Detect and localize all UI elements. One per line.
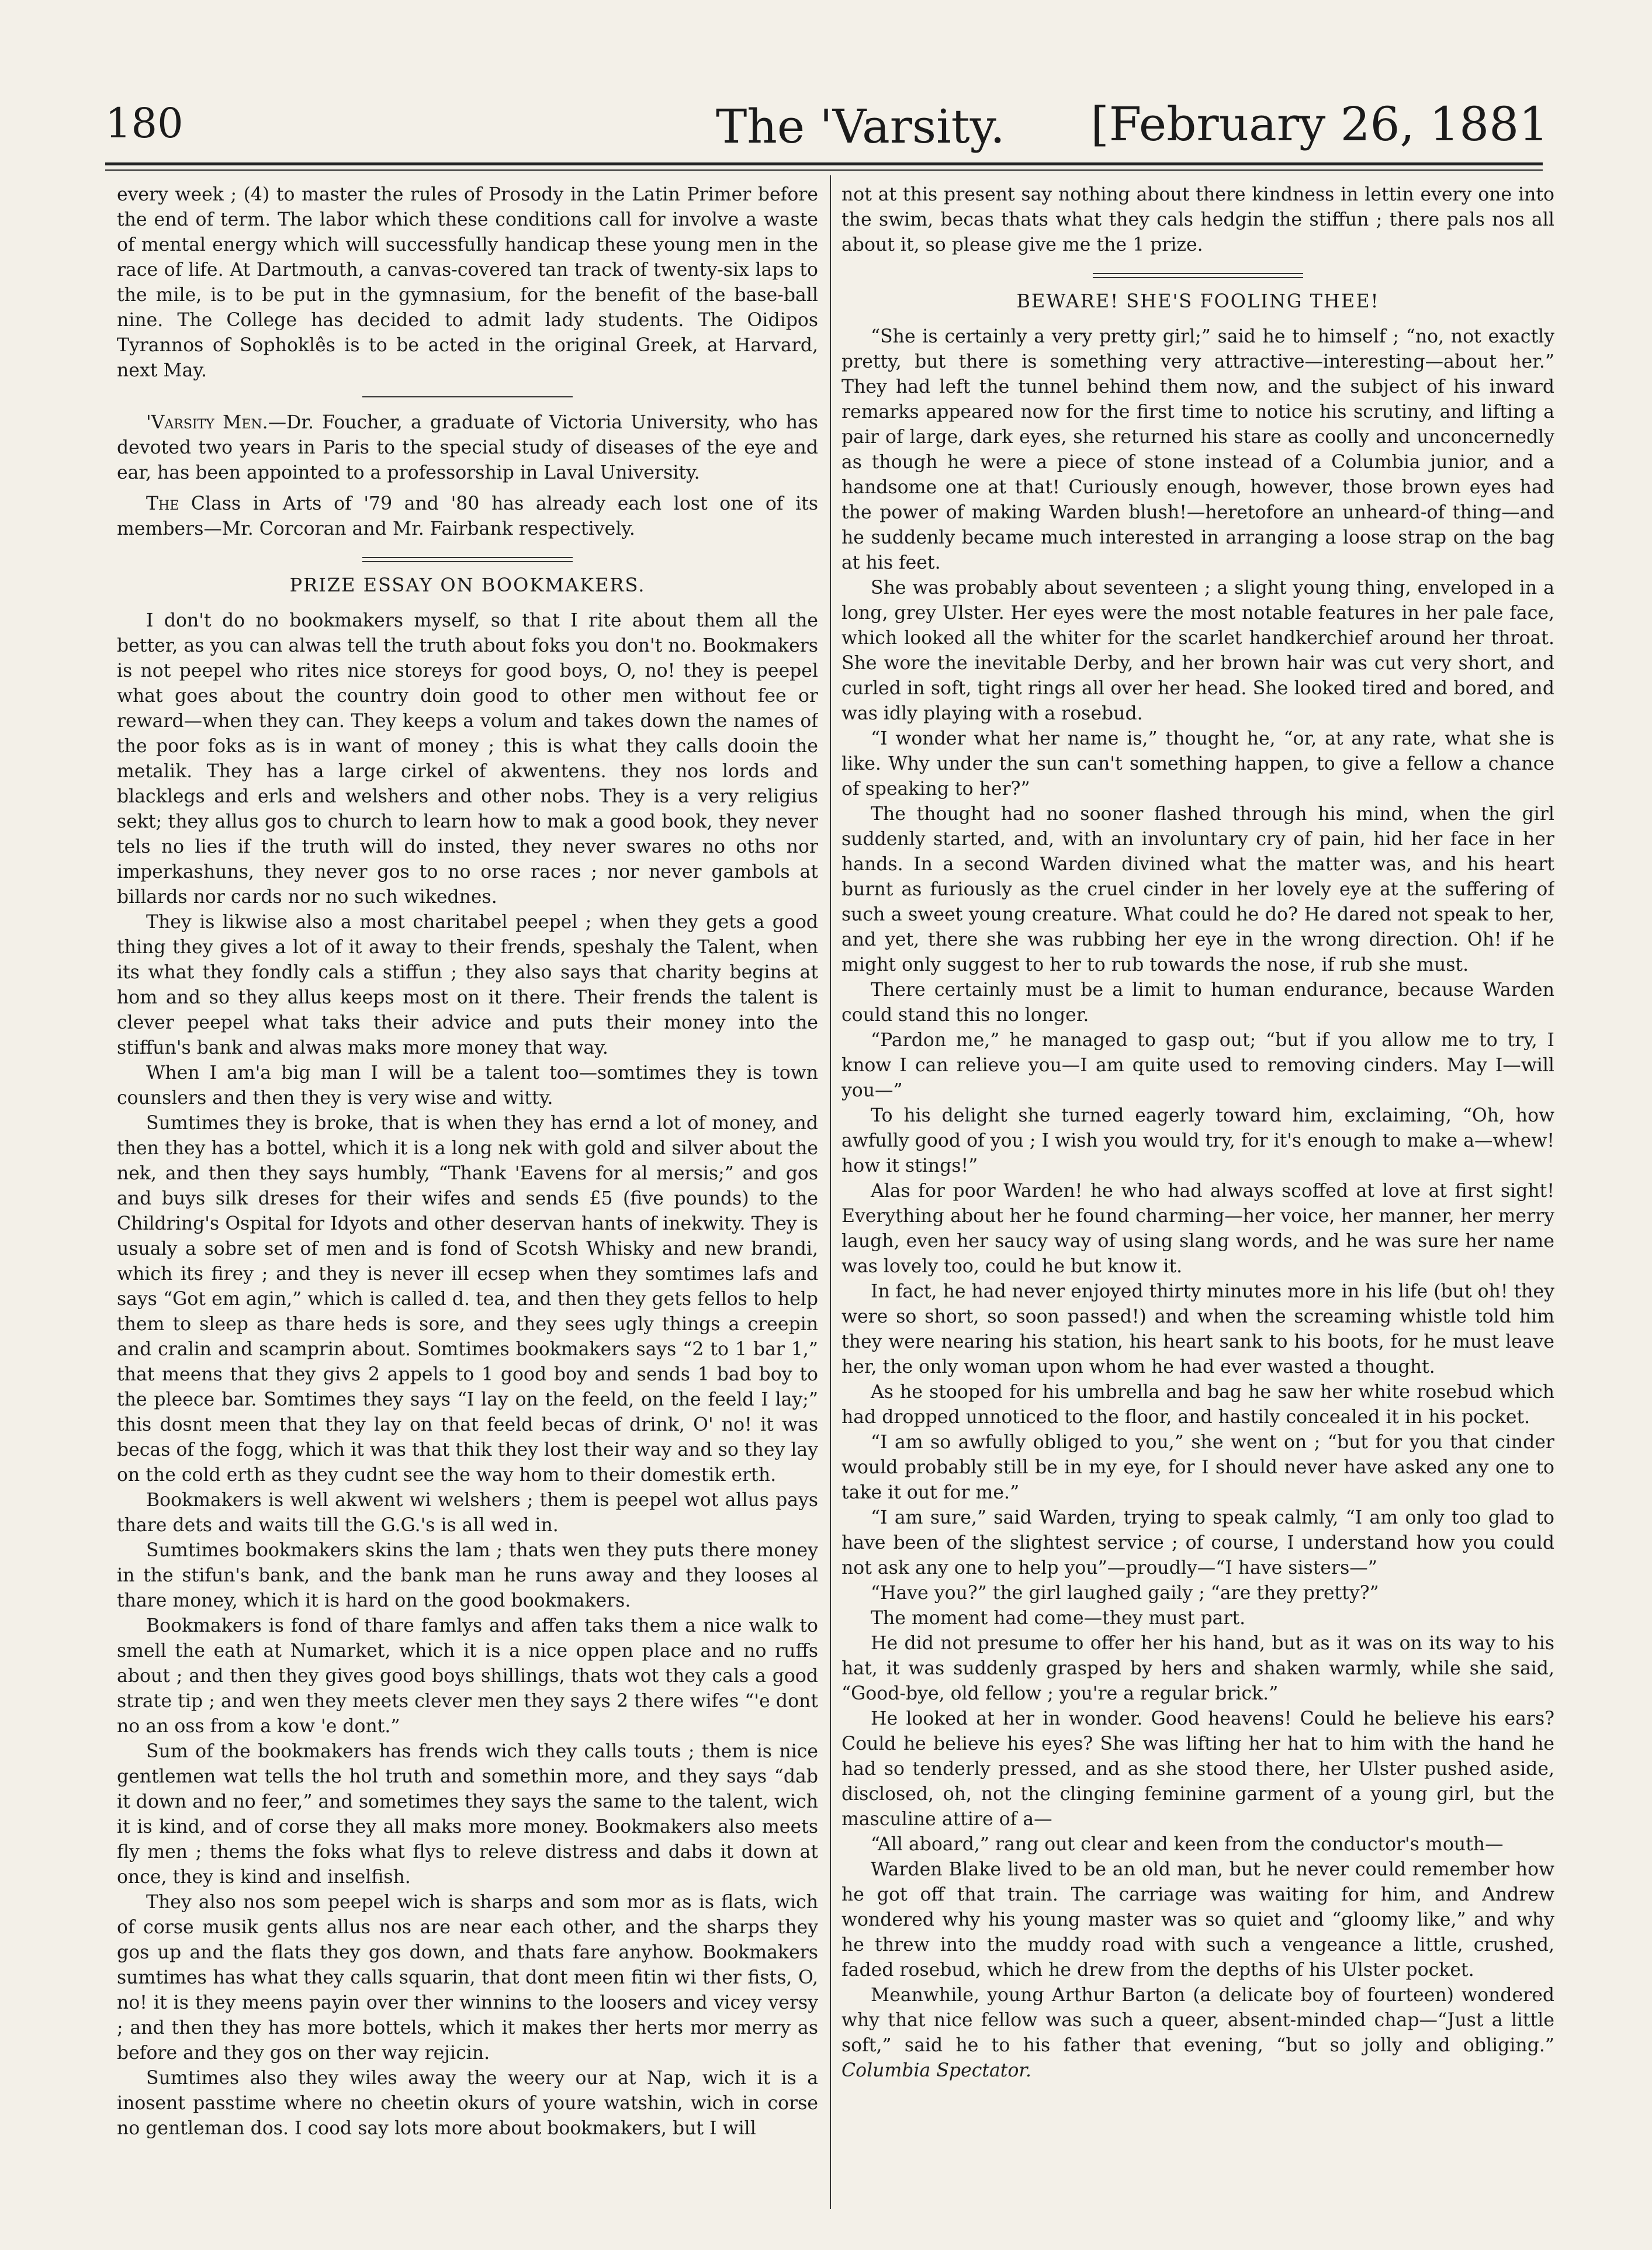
story-paragraph: To his delight she turned eagerly toward him, exclaiming, “Oh, how awfully good of you ; I wish you would try, for it's enough to make a—whew! how it stings!” (841, 1105, 1554, 1176)
story-paragraph: Alas for poor Warden! he who had always scoffed at love at first sight! Everything about her he found charming—her voice, her manner, her merry laugh, even her saucy way of using slang words, and he was sure her name was lovely too, could he but know it. (841, 1181, 1554, 1277)
story-paragraph: She was probably about seventeen ; a slight young thing, enveloped in a long, grey Ulster. Her eyes were the most notable features in her pale face, which looked all the whiter for the scarlet handkerchief around her throat. She wore the inevitable Derby, and her brown hair was cut very short, and curled in soft, tight rings all over her head. She looked tired and bored, and was idly playing with a rosebud. (841, 577, 1554, 724)
varsity-men-lead: 'Varsity Men. (146, 412, 268, 433)
story-paragraph (841, 1983, 1554, 2083)
story-paragraph: “She is certainly a very pretty girl;” said he to himself ; “no, not exactly pretty, but there is something very attractive—interesting—about her.” They had left the tunnel behind them now, and the subject of his inward remarks appeared now for the first time to notice his scrutiny, and lifting a pair of large, dark eyes, she returned his stare as coolly and unconcernedly as though he were a piece of stone instead of a Columbia junior, and a handsome one at that! Curiously enough, however, those brown eyes had the power of making Warden blush!—heretofore an unheard-of thing—and he suddenly became much interested in arranging a loose strap on the bag at his feet. (841, 326, 1554, 573)
story-paragraph: There certainly must be a limit to human endurance, because Warden could stand this no longer. (841, 979, 1554, 1026)
essay-paragraph: I don't do no bookmakers myself, so that I rite about them all the better, as you can alwas tell the truth about foks you don't no. Bookmakers is not peepel who rites nice storeys for good boys, O, no! they is peepel what goes about the country doin good to other men without fee or reward—when they can. They keeps a volum and takes down the names of the poor foks as is in want of money ; this is what they calls dooin the metalik. They has a large cirkel of akwentens. they nos lords and blacklegs and erls and welshers and other nobs. They is a very religius sekt; they allus gos to church to learn how to mak a good book, they never tels no lies if the truth will do insted, they never swares no oths nor imperkashuns, they never gos to no orse races ; nor never gambols at billards nor cards nor no such wikednes. (117, 610, 818, 908)
essay-title: PRIZE ESSAY ON BOOKMAKERS. (289, 574, 646, 596)
right-column (841, 182, 1554, 2204)
story-paragraph: He looked at her in wonder. Good heavens! Could he believe his ears? Could he believe his eyes? She was lifting her hat to him with the hand he had so tenderly pressed, and as she stood there, her Ulster pushed aside, disclosed, oh, not the clinging feminine garment of a young girl, but the masculine attire of a— (841, 1708, 1554, 1830)
story-paragraph: The moment had come—they must part. (871, 1608, 1246, 1629)
essay-continued-paragraph: not at this present say nothing about there kindness in lettin every one into the swim, becas thats what they cals hedgin the stiffun ; there pals nos all about it, so please give me the 1 prize. (841, 184, 1554, 255)
story-paragraph: “I am sure,” said Warden, trying to speak calmly, “I am only too glad to have been of the slightest service ; of course, I understand how you could not ask any one to help you”—proudly—“I have sisters—” (841, 1507, 1554, 1579)
left-column (117, 182, 818, 2204)
header-rule (105, 162, 1543, 165)
varsity-men-item (117, 410, 818, 486)
double-separator (1093, 273, 1303, 278)
issue-date: [February 26, 1881 (1090, 97, 1549, 151)
essay-body (117, 608, 818, 2141)
story-paragraph: The thought had no sooner flashed through his mind, when the girl suddenly started, and, with an involuntary cry of pain, hid her face in her hands. In a second Warden divined what the matter was, and his heart burnt as furiously as the cruel cinder in her lovely eye at the suffering of such a sweet young creature. What could he do? He dared not speak to her, and yet, there she was rubbing her eye in the wrong direction. Oh! if he might only suggest to her to rub towards the nose, if rub she must. (841, 804, 1554, 975)
varsity-men-text: —Dr. Foucher, a graduate of Victoria University, who has devoted two years in Paris to the special study of diseases of the eye and ear, has been appointed to a professorship in Laval University. (117, 412, 818, 483)
essay-paragraph: Sumtimes they is broke, that is when they has ernd a lot of money, and then they has a bottel, which it is a long nek with gold and silver about the nek, and then they says humbly, “Thank 'Eavens for al mersis;” and gos and buys silk dreses for their wifes and sends £5 (five pounds) to the Childring's Ospital for Idyots and other deservan hants of inekwity. They is usualy a sobre set of men and is fond of Scotsh Whisky and new brandi, which its firey ; and they is never ill ecsep when they somtimes lafs and says “Got em agin,” which is called d. tea, and then they gets fellos to help them to sleep as thare heds is sore, and they sees ugly things a creepin and cralin and scamprin about. Somtimes bookmakers says “2 to 1 bar 1,” that meens that they givs 2 appels to 1 good boy and sends 1 bad boy to the pleece bar. Somtimes they says “I lay on the feeld, on the feeld I lay;” this dosnt meen that they lay on that feeld becas of drink, O' no! it was becas of the fogg, which it was that thik they lost their way and so they lay on the cold erth as they cudnt see the way hom to their domestik erth. (117, 1113, 818, 1486)
story-paragraph: “I wonder what her name is,” thought he, “or, at any rate, what she is like. Why under the sun can't something happen, to give a fellow a chance of speaking to her?” (841, 728, 1554, 799)
story-paragraph: As he stooped for his umbrella and bag he saw her white rosebud which had dropped unnoticed to the floor, and hastily concealed it in his pocket. (841, 1382, 1554, 1428)
essay-paragraph: Sumtimes bookmakers skins the lam ; thats wen they puts there money in the stifun's bank, and the bank man he runs away and they looses al thare money, which it is hard on the good bookmakers. (117, 1540, 818, 1611)
story-paragraph: “Have you?” the girl laughed gaily ; “are they pretty?” (871, 1583, 1379, 1604)
essay-paragraph: Sum of the bookmakers has frends wich they calls touts ; them is nice gentlemen wat tells the hol truth and somethin more, and they says “dab it down and no feer,” and sometimes they says the same to the talent, wich it is kind, and of corse they all maks more money. Bookmakers also meets fly men ; thems the foks what flys to releve distress and dabs it down at once, they is kind and inselfish. (117, 1741, 818, 1888)
class-item-text: Class in Arts of '79 and '80 has already each lost one of its members—Mr. Corcoran and Mr. Fairbank respectively. (117, 493, 818, 539)
class-item (117, 491, 818, 542)
essay-paragraph: Sumtimes also they wiles away the weery our at Nap, wich it is a inosent passtime where no cheetin okurs of youre watshin, wich in corse no gentleman dos. I cood say lots more about bookmakers, but I will (117, 2068, 818, 2139)
class-item-lead: The (146, 493, 179, 514)
essay-paragraph: When I am'a big man I will be a talent too—somtimes they is town counslers and then they is very wise and witty. (117, 1062, 818, 1109)
story-paragraph: He did not presume to offer her his hand, but as it was on its way to his hat, it was suddenly grasped by hers and shaken warmly, while she said, “Good-bye, old fellow ; you're a regular brick.” (841, 1633, 1554, 1704)
essay-paragraph: Bookmakers is well akwent wi welshers ; them is peepel wot allus pays thare dets and waits till the G.G.'s is all wed in. (117, 1490, 818, 1536)
header-rule-thin (105, 169, 1543, 171)
page-number: 180 (105, 99, 183, 147)
page-header (105, 94, 1549, 158)
story-body (841, 324, 1554, 2083)
story-paragraph: “All aboard,” rang out clear and keen from the conductor's mouth— (871, 1834, 1504, 1855)
story-paragraph: Warden Blake lived to be an old man, but he never could remember how he got off that train. The carriage was waiting for him, and Andrew wondered why his young master was so quiet and “gloomy like,” and why he threw into the muddy road with such a vengeance a little, crushed, faded rosebud, which he drew from the depths of his Ulster pocket. (841, 1859, 1554, 1981)
essay-paragraph: They is likwise also a most charitabel peepel ; when they gets a good thing they gives a lot of it away to their frends, speshaly the Talent, when its what they fondly cals a stiffun ; they also says that charity begins at hom and so they allus keeps most on it there. Their frends the talent is clever peepel what taks their advice and puts their money into the stiffun's bank and alwas maks more money that way. (117, 912, 818, 1058)
story-paragraph: “I am so awfully obliged to you,” she went on ; “but for you that cinder would probably still be in my eye, for I should never have asked any one to take it out for me.” (841, 1432, 1554, 1503)
essay-paragraph: They also nos som peepel wich is sharps and som mor as is flats, wich of corse musik gents allus nos are near each other, and the sharps they gos up and the flats they gos down, and thats fare anyhow. Bookmakers sumtimes has what they calls squarin, that dont meen fitin wi ther fists, O, no! it is they meens payin over ther winnins to the loosers and vicey versy ; and then they has more bottels, which it makes ther herts mor merry as before and they gos on ther way rejicin. (117, 1892, 818, 2064)
column-divider (830, 175, 831, 2209)
continued-paragraph: every week ; (4) to master the rules of Prosody in the Latin Primer before the end of term. The labor which these conditions call for involve a waste of mental energy which will successfully handicap these young men in the race of life. At Dartmouth, a canvas-covered tan track of twenty-six laps to the mile, is to be put in the gymnasium, for the benefit of the base-ball nine. The College has decided to admit lady students. The Oidipos Tyrannos of Sophoklês is to be acted in the original Greek, at Harvard, next May. (117, 184, 818, 381)
story-source: Columbia Spectator. (841, 2060, 1032, 2081)
story-last-text: Meanwhile, young Arthur Barton (a delicate boy of fourteen) wondered why that nice fellow was such a queer, absent-minded chap—“Just a little soft,” said he to his father that evening, “but so jolly and obliging.” (841, 1985, 1554, 2056)
section-separator (362, 396, 573, 397)
essay-paragraph: Bookmakers is fond of thare famlys and affen taks them a nice walk to smell the eath at Numarket, which it is a nice oppen place and no ruffs about ; and then they gives good boys shillings, thats wot they cals a good strate tip ; and wen they meets clever men they says 2 there wifes “'e dont no an oss from a kow 'e dont.” (117, 1615, 818, 1737)
story-paragraph: In fact, he had never enjoyed thirty minutes more in his life (but oh! they were so short, so soon passed!) and when the screaming whistle told him they were nearing his station, his heart sank to his boots, for he must leave her, the only woman upon whom he had ever wasted a thought. (841, 1281, 1554, 1377)
double-separator (362, 557, 573, 562)
publication-title: The 'Varsity. (716, 99, 1005, 154)
story-title: BEWARE! SHE'S FOOLING THEE! (1016, 290, 1380, 312)
story-paragraph: “Pardon me,” he managed to gasp out; “but if you allow me to try, I know I can relieve you—I am quite used to removing cinders. May I—will you—” (841, 1030, 1554, 1101)
